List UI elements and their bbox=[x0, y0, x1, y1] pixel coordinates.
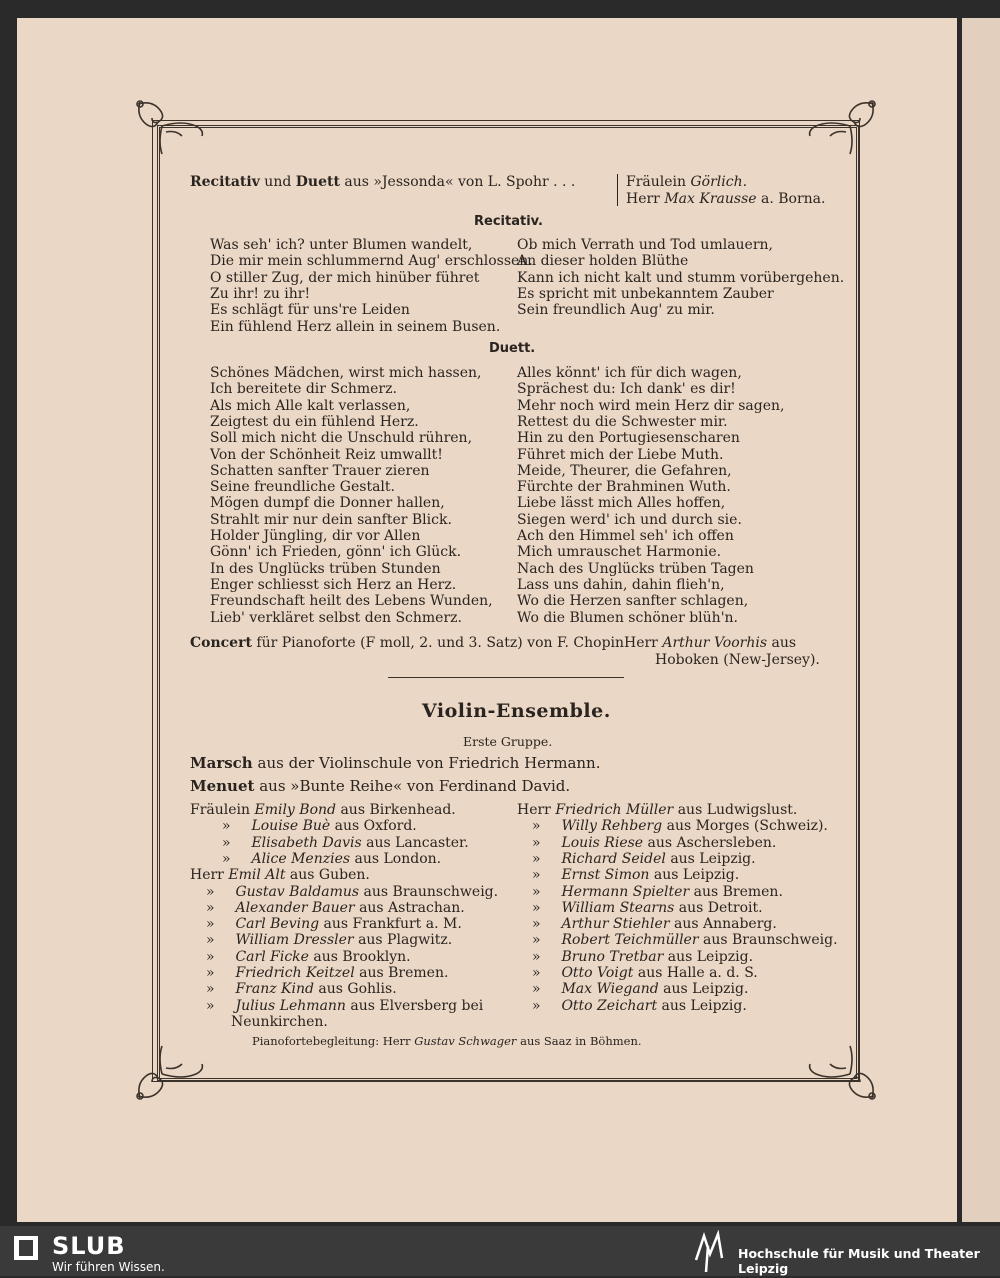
heading-text: aus »Jessonda« von L. Spohr . . . bbox=[344, 174, 576, 190]
entry-name: Franz Kind bbox=[235, 981, 314, 998]
performer-entry bbox=[532, 867, 739, 883]
entry-name: Otto Voigt bbox=[561, 965, 634, 981]
entry-origin: aus Brooklyn. bbox=[313, 948, 411, 965]
concert-text: für Pianoforte (F moll, 2. und 3. Satz) von F. Chopin bbox=[256, 635, 625, 651]
verse-line: Als mich Alle kalt verlassen, bbox=[210, 397, 411, 414]
verse-line: Lieb' verkläret selbst den Schmerz. bbox=[210, 609, 462, 626]
entry-origin: aus Bremen. bbox=[693, 883, 783, 900]
entry-origin: aus Halle a. d. S. bbox=[637, 965, 758, 981]
entry-prefix: Herr bbox=[190, 867, 224, 884]
verse-line: Mich umrauschet Harmonie. bbox=[517, 544, 722, 561]
entry-name: Carl Beving bbox=[235, 916, 320, 933]
entry-prefix: » bbox=[532, 932, 541, 949]
entry-origin: aus Leipzig. bbox=[670, 850, 756, 867]
concert-line bbox=[190, 635, 624, 651]
verse-line: Schönes Mädchen, wirst mich hassen, bbox=[210, 365, 482, 381]
verse-line: Siegen werd' ich und durch sie. bbox=[517, 511, 742, 528]
performer-entry bbox=[532, 884, 783, 900]
adjacent-page-edge bbox=[962, 18, 1000, 1222]
entry-name: Julius Lehmann bbox=[235, 997, 346, 1014]
entry-prefix: » bbox=[532, 818, 541, 835]
verse-line: Kann ich nicht kalt und stumm vorübergehen. bbox=[517, 269, 845, 286]
verse-line: Alles könnt' ich für dich wagen, bbox=[517, 365, 742, 381]
performer-entry bbox=[222, 818, 417, 834]
entry-prefix: » bbox=[206, 965, 215, 981]
verse-line: Zeigtest du ein fühlend Herz. bbox=[210, 413, 419, 430]
entry-origin: aus Bremen. bbox=[359, 965, 449, 981]
verse-line: Führet mich der Liebe Muth. bbox=[517, 446, 724, 463]
accomp-prefix: Pianofortebegleitung: Herr bbox=[252, 1034, 411, 1048]
entry-prefix: Fräulein bbox=[190, 802, 251, 818]
corner-ornament-icon bbox=[132, 1034, 212, 1104]
performer-name: Görlich. bbox=[690, 174, 748, 190]
entry-origin: aus Ludwigslust. bbox=[677, 802, 798, 818]
verse-line: Wo die Blumen schöner blüh'n. bbox=[517, 609, 739, 626]
violin-left-continuation: Neunkirchen. bbox=[231, 1014, 328, 1030]
verse-line: Von der Schönheit Reiz umwallt! bbox=[210, 446, 443, 463]
performer-line bbox=[626, 174, 747, 190]
recitativ-subtitle: Recitativ. bbox=[474, 214, 543, 229]
verse-line: Seine freundliche Gestalt. bbox=[210, 479, 395, 496]
verse-line: Zu ihr! zu ihr! bbox=[210, 285, 311, 302]
entry-prefix: » bbox=[206, 883, 215, 900]
verse-line: Schatten sanfter Trauer zieren bbox=[210, 462, 430, 479]
performer-line bbox=[624, 635, 796, 651]
verse-line: Mögen dumpf die Donner hallen, bbox=[210, 495, 445, 512]
entry-prefix: » bbox=[206, 997, 215, 1014]
entry-origin: aus Elversberg bei bbox=[350, 997, 484, 1014]
entry-name: William Dressler bbox=[235, 932, 354, 949]
performer-entry bbox=[532, 818, 828, 834]
verse-line: Strahlt mir nur dein sanfter Blick. bbox=[210, 511, 452, 528]
footer-bar bbox=[0, 1226, 1000, 1276]
entry-origin: aus Astrachan. bbox=[359, 899, 465, 916]
section-divider bbox=[388, 677, 624, 678]
entry-prefix: » bbox=[222, 818, 231, 835]
slub-name: SLUB bbox=[52, 1232, 126, 1260]
performer-entry bbox=[222, 851, 441, 867]
verse-line: Rettest du die Schwester mir. bbox=[517, 413, 728, 430]
performer-entry bbox=[532, 900, 763, 916]
menuet-line bbox=[190, 778, 570, 794]
duett-subtitle: Duett. bbox=[489, 341, 536, 356]
performer-prefix: Herr bbox=[626, 191, 660, 207]
entry-prefix: » bbox=[532, 916, 541, 933]
performer-suffix: aus bbox=[771, 635, 797, 651]
entry-origin: aus Oxford. bbox=[334, 818, 417, 835]
performer-line bbox=[626, 191, 825, 207]
verse-line: O stiller Zug, der mich hinüber führet bbox=[210, 269, 480, 286]
verse-line: Freundschaft heilt des Lebens Wunden, bbox=[210, 593, 493, 610]
entry-origin: aus Braunschweig. bbox=[363, 883, 499, 900]
performer-suffix: a. Borna. bbox=[761, 191, 826, 207]
verse-line: Es schlägt für uns're Leiden bbox=[210, 302, 410, 319]
entry-prefix: » bbox=[532, 981, 541, 998]
verse-line: Ach den Himmel seh' ich offen bbox=[517, 528, 734, 544]
entry-origin: aus Detroit. bbox=[678, 899, 763, 916]
verse-line: Es spricht mit unbekanntem Zauber bbox=[517, 285, 774, 302]
entry-name: Robert Teichmüller bbox=[561, 932, 699, 949]
verse-line: Nach des Unglücks trüben Tagen bbox=[517, 560, 754, 577]
entry-prefix: » bbox=[532, 965, 541, 981]
entry-prefix: » bbox=[206, 932, 215, 949]
entry-prefix: » bbox=[532, 883, 541, 900]
entry-origin: aus Gohlis. bbox=[318, 981, 397, 998]
entry-origin: aus Annaberg. bbox=[673, 916, 777, 933]
verse-line: Holder Jüngling, dir vor Allen bbox=[210, 528, 421, 544]
entry-prefix: » bbox=[532, 834, 541, 851]
marsch-line bbox=[190, 755, 600, 771]
entry-prefix: » bbox=[206, 948, 215, 965]
entry-origin: aus Lancaster. bbox=[366, 834, 469, 851]
verse-line: Die mir mein schlummernd Aug' erschlossen. bbox=[210, 253, 533, 270]
entry-origin: aus Leipzig. bbox=[667, 948, 754, 965]
verse-line: Ein fühlend Herz allein in seinem Busen. bbox=[210, 318, 501, 335]
entry-prefix: Herr bbox=[517, 802, 551, 818]
corner-ornament-icon bbox=[132, 96, 212, 166]
corner-ornament-icon bbox=[800, 1034, 880, 1104]
entry-prefix: » bbox=[222, 850, 231, 867]
entry-name: Ernst Simon bbox=[561, 867, 650, 884]
heading-text: und bbox=[264, 174, 292, 190]
marsch-bold: Marsch bbox=[190, 754, 253, 772]
verse-line: Ob mich Verrath und Tod umlauern, bbox=[517, 237, 773, 253]
entry-prefix: » bbox=[222, 834, 231, 851]
entry-name: Emil Alt bbox=[228, 867, 286, 884]
heading-bold: Recitativ bbox=[190, 174, 260, 190]
verse-line: Meide, Theurer, die Gefahren, bbox=[517, 462, 732, 479]
corner-ornament-icon bbox=[800, 96, 880, 166]
entry-origin: aus Morges (Schweiz). bbox=[666, 818, 828, 835]
accompaniment-line bbox=[252, 1033, 642, 1049]
performer-entry bbox=[532, 835, 776, 851]
entry-origin: aus Aschersleben. bbox=[647, 834, 777, 851]
verse-line: Fürchte der Brahminen Wuth. bbox=[517, 479, 731, 496]
performer-entry bbox=[206, 965, 448, 981]
menuet-text: aus »Bunte Reihe« von Ferdinand David. bbox=[259, 777, 571, 795]
entry-name: Gustav Baldamus bbox=[235, 883, 360, 900]
entry-name: Elisabeth Davis bbox=[251, 834, 362, 851]
performer-entry bbox=[222, 835, 469, 851]
entry-name: Arthur Stiehler bbox=[561, 916, 670, 933]
performer-entry bbox=[532, 981, 748, 997]
performer-entry bbox=[206, 900, 465, 916]
accomp-name: Gustav Schwager bbox=[414, 1034, 517, 1048]
verse-line: In des Unglücks trüben Stunden bbox=[210, 560, 441, 577]
entry-name: Carl Ficke bbox=[235, 948, 309, 965]
entry-name: Richard Seidel bbox=[561, 850, 666, 867]
entry-prefix: » bbox=[532, 997, 541, 1014]
entry-origin: aus Braunschweig. bbox=[703, 932, 838, 949]
entry-name: Alice Menzies bbox=[251, 850, 351, 867]
verse-line: Lass uns dahin, dahin flieh'n, bbox=[517, 576, 725, 593]
entry-origin: aus Frankfurt a. M. bbox=[323, 916, 462, 933]
performer-entry bbox=[206, 884, 498, 900]
recitativ-heading bbox=[190, 174, 575, 190]
entry-origin: aus Guben. bbox=[289, 867, 370, 884]
performer-entry bbox=[517, 802, 797, 818]
entry-name: Willy Rehberg bbox=[561, 818, 663, 835]
entry-prefix: » bbox=[532, 899, 541, 916]
entry-name: Alexander Bauer bbox=[235, 899, 355, 916]
accomp-text: aus Saaz in Böhmen. bbox=[520, 1034, 642, 1048]
performer-entry bbox=[532, 949, 753, 965]
performer-entry bbox=[532, 998, 747, 1014]
entry-prefix: » bbox=[532, 850, 541, 867]
entry-name: Max Wiegand bbox=[561, 981, 659, 998]
verse-line: Ich bereitete dir Schmerz. bbox=[210, 381, 397, 398]
marsch-text: aus der Violinschule von Friedrich Hermann. bbox=[257, 754, 601, 772]
heading-bold: Duett bbox=[295, 174, 340, 190]
performer-name: Max Krausse bbox=[664, 191, 757, 207]
hmt-logo-icon bbox=[692, 1230, 728, 1274]
entry-name: Hermann Spielter bbox=[561, 883, 690, 900]
entry-name: William Stearns bbox=[561, 899, 675, 916]
verse-line: Liebe lässt mich Alles hoffen, bbox=[517, 495, 726, 512]
performer-entry bbox=[190, 802, 456, 818]
slub-logo-icon bbox=[12, 1234, 40, 1262]
entry-prefix: » bbox=[206, 916, 215, 933]
entry-name: Louise Buè bbox=[251, 818, 331, 835]
menuet-bold: Menuet bbox=[190, 777, 255, 795]
entry-prefix: » bbox=[206, 981, 215, 998]
verse-line: Gönn' ich Frieden, gönn' ich Glück. bbox=[210, 544, 462, 561]
entry-origin: aus Plagwitz. bbox=[358, 932, 453, 949]
entry-origin: aus Leipzig. bbox=[661, 997, 747, 1014]
entry-name: Emily Bond bbox=[254, 802, 336, 818]
performer-brace bbox=[617, 174, 626, 206]
violin-title: Violin-Ensemble. bbox=[422, 700, 611, 722]
entry-name: Bruno Tretbar bbox=[561, 948, 664, 965]
entry-name: Friedrich Keitzel bbox=[235, 965, 355, 981]
hmt-name: Hochschule für Musik und Theater Leipzig bbox=[738, 1246, 980, 1276]
performer-prefix: Fräulein bbox=[626, 174, 687, 190]
verse-line: Sprächest du: Ich dank' es dir! bbox=[517, 381, 736, 398]
performer-prefix: Herr bbox=[624, 635, 658, 651]
verse-line: Mehr noch wird mein Herz dir sagen, bbox=[517, 397, 785, 414]
entry-name: Louis Riese bbox=[561, 834, 644, 851]
concert-line2: Hoboken (New-Jersey). bbox=[655, 652, 820, 668]
performer-entry bbox=[190, 867, 370, 883]
verse-line: Hin zu den Portugiesenscharen bbox=[517, 430, 740, 447]
verse-line: Soll mich nicht die Unschuld rühren, bbox=[210, 430, 473, 447]
performer-entry bbox=[206, 916, 462, 932]
performer-entry bbox=[532, 916, 777, 932]
verse-line: Enger schliesst sich Herz an Herz. bbox=[210, 576, 457, 593]
performer-entry bbox=[532, 851, 756, 867]
entry-name: Otto Zeichart bbox=[561, 997, 658, 1014]
performer-name: Arthur Voorhis bbox=[662, 635, 768, 651]
performer-entry bbox=[206, 932, 452, 948]
performer-entry bbox=[206, 981, 397, 997]
concert-bold: Concert bbox=[190, 635, 252, 651]
performer-entry bbox=[206, 949, 411, 965]
entry-origin: aus Birkenhead. bbox=[340, 802, 456, 818]
entry-origin: aus Leipzig. bbox=[663, 981, 749, 998]
performer-entry bbox=[532, 932, 838, 948]
entry-prefix: » bbox=[206, 899, 215, 916]
entry-prefix: » bbox=[532, 867, 541, 884]
entry-origin: aus Leipzig. bbox=[653, 867, 740, 884]
violin-group: Erste Gruppe. bbox=[463, 734, 553, 749]
verse-line: Sein freundlich Aug' zu mir. bbox=[517, 302, 715, 319]
verse-line: Wo die Herzen sanfter schlagen, bbox=[517, 593, 749, 610]
verse-line: An dieser holden Blüthe bbox=[517, 253, 689, 270]
slub-tagline: Wir führen Wissen. bbox=[52, 1260, 165, 1274]
entry-prefix: » bbox=[532, 948, 541, 965]
entry-origin: aus London. bbox=[354, 850, 442, 867]
performer-entry bbox=[206, 998, 483, 1014]
performer-entry bbox=[532, 965, 758, 981]
entry-name: Friedrich Müller bbox=[555, 802, 674, 818]
verse-line: Was seh' ich? unter Blumen wandelt, bbox=[210, 237, 473, 253]
